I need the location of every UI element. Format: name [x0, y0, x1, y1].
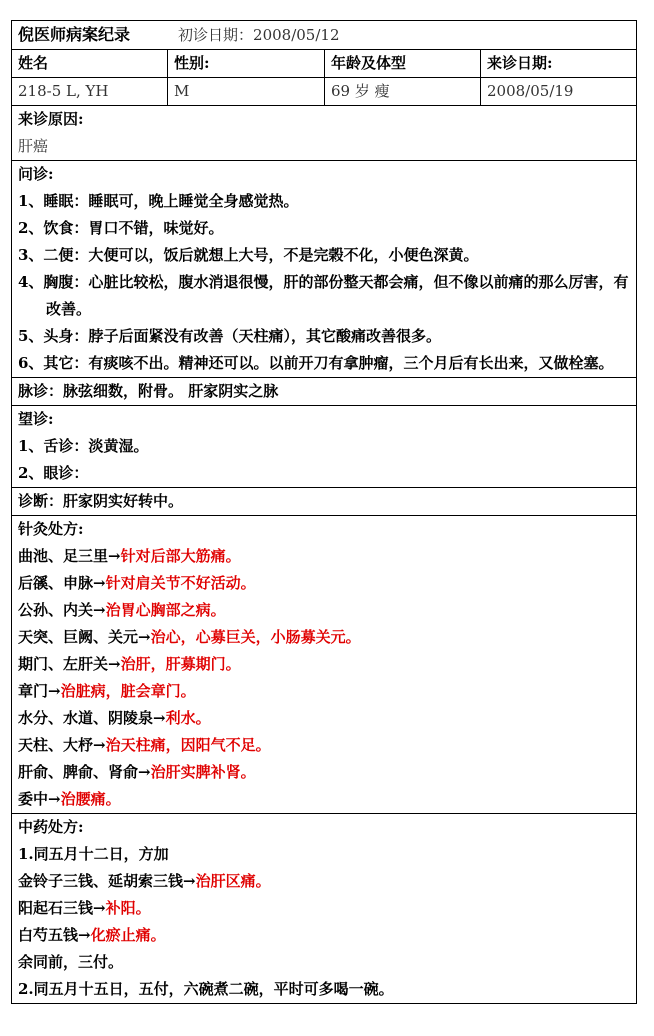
herbal-text: 阳起石三钱→	[18, 899, 106, 917]
acupoints: 水分、水道、阴陵泉→	[18, 709, 166, 727]
acupuncture-cell	[12, 516, 637, 814]
acupuncture-row	[12, 516, 637, 814]
reason-row	[12, 106, 637, 161]
age-body-label: 年龄及体型	[325, 50, 481, 78]
gender-value: M	[168, 78, 325, 106]
inquiry-row	[12, 161, 637, 378]
herbal-text: 余同前，三付。	[18, 953, 124, 971]
acupuncture-label: 针灸处方:	[18, 520, 84, 538]
acupoints: 后豀、申脉→	[18, 574, 106, 592]
title-row	[12, 21, 637, 50]
acupuncture-note: 治天柱痛，因阳气不足。	[105, 736, 271, 754]
herbal-note: 治肝区痛。	[195, 872, 271, 890]
acupoints: 曲池、足三里→	[18, 547, 121, 565]
acupuncture-item	[18, 597, 630, 624]
acupuncture-item	[18, 705, 630, 732]
acupuncture-item	[18, 786, 630, 813]
age-body-value: 69 岁 瘦	[325, 78, 481, 106]
herbal-note: 化瘀止痛。	[90, 926, 166, 944]
acupuncture-note: 利水。	[165, 709, 211, 727]
inquiry-item: 1、睡眠：睡眠可，晚上睡觉全身感觉热。	[18, 192, 299, 210]
title-cell	[12, 21, 637, 50]
reason-label: 来诊原因:	[18, 110, 84, 128]
acupuncture-item	[18, 624, 630, 651]
acupuncture-item	[18, 759, 630, 786]
acupoints: 章门→	[18, 682, 61, 700]
inquiry-item: 5、头身：脖子后面紧没有改善（天柱痛），其它酸痛改善很多。	[18, 327, 441, 345]
reason-cell	[12, 106, 637, 161]
name-value: 218-5 L, YH	[12, 78, 168, 106]
herbal-line	[18, 868, 630, 895]
herbal-row	[12, 814, 637, 1004]
acupoints: 委中→	[18, 790, 61, 808]
acupuncture-note: 治肝，肝募期门。	[120, 655, 241, 673]
eye-diagnosis: 2、眼诊：	[18, 464, 89, 482]
first-visit-label: 初诊日期：	[178, 26, 254, 44]
diagnosis-cell: 诊断：肝家阴实好转中。	[12, 488, 637, 516]
acupoints: 公孙、内关→	[18, 601, 106, 619]
inquiry-item: 2、饮食：胃口不错，味觉好。	[18, 219, 224, 237]
acupuncture-note: 针对肩关节不好活动。	[105, 574, 256, 592]
acupuncture-note: 治脏病，脏会章门。	[60, 682, 196, 700]
inquiry-item: 4、胸腹：心脏比较松，腹水消退很慢，肝的部份整天都会痛，但不像以前痛的那么厉害，有改善。	[18, 273, 629, 318]
acupuncture-note: 针对后部大筋痛。	[120, 547, 241, 565]
herbal-text: 2.同五月十五日，五付，六碗煮二碗，平时可多喝一碗。	[18, 980, 394, 998]
visit-date-label: 来诊日期:	[481, 50, 637, 78]
inquiry-item: 3、二便：大便可以，饭后就想上大号，不是完榖不化，小便色深黄。	[18, 246, 479, 264]
observation-label: 望诊:	[18, 410, 54, 428]
acupuncture-note: 治胃心胸部之病。	[105, 601, 226, 619]
acupoints: 天柱、大杼→	[18, 736, 106, 754]
tongue-diagnosis: 1、舌诊：淡黄湿。	[18, 437, 149, 455]
herbal-label: 中药处方:	[18, 818, 84, 836]
acupuncture-item	[18, 543, 630, 570]
name-label: 姓名	[12, 50, 168, 78]
herbal-line	[18, 895, 630, 922]
acupuncture-item	[18, 570, 630, 597]
herbal-cell	[12, 814, 637, 1004]
record-title: 倪医师病案纪录	[18, 25, 131, 44]
acupuncture-item	[18, 732, 630, 759]
observation-row	[12, 406, 637, 488]
acupuncture-note: 治腰痛。	[60, 790, 121, 808]
inquiry-label: 问诊:	[18, 165, 54, 183]
first-visit-date: 2008/05/12	[253, 26, 340, 44]
acupuncture-item	[18, 678, 630, 705]
acupoints: 期门、左肝关→	[18, 655, 121, 673]
info-values-row	[12, 78, 637, 106]
acupuncture-item	[18, 651, 630, 678]
acupuncture-note: 治肝实脾补肾。	[150, 763, 256, 781]
herbal-text: 金铃子三钱、延胡索三钱→	[18, 872, 196, 890]
herbal-line	[18, 949, 630, 976]
herbal-text: 白芍五钱→	[18, 926, 91, 944]
pulse-cell: 脉诊：脉弦细数，附骨。 肝家阴实之脉	[12, 378, 637, 406]
visit-date-value: 2008/05/19	[481, 78, 637, 106]
inquiry-item: 6、其它：有痰咳不出。精神还可以。以前开刀有拿肿瘤，三个月后有长出来，又做栓塞。	[18, 354, 614, 372]
herbal-line	[18, 922, 630, 949]
observation-cell	[12, 406, 637, 488]
info-header-row	[12, 50, 637, 78]
case-record-table	[11, 20, 637, 1004]
herbal-text: 1.同五月十二日，方加	[18, 845, 169, 863]
acupoints: 天突、巨阙、关元→	[18, 628, 151, 646]
acupuncture-note: 治心，心募巨关，小肠募关元。	[150, 628, 361, 646]
diagnosis-row	[12, 488, 637, 516]
herbal-line	[18, 976, 630, 1003]
herbal-line	[18, 841, 630, 868]
herbal-note: 补阳。	[105, 899, 151, 917]
inquiry-cell	[12, 161, 637, 378]
gender-label: 性别:	[168, 50, 325, 78]
acupoints: 肝俞、脾俞、肾俞→	[18, 763, 151, 781]
reason-value: 肝癌	[18, 137, 49, 155]
pulse-row	[12, 378, 637, 406]
